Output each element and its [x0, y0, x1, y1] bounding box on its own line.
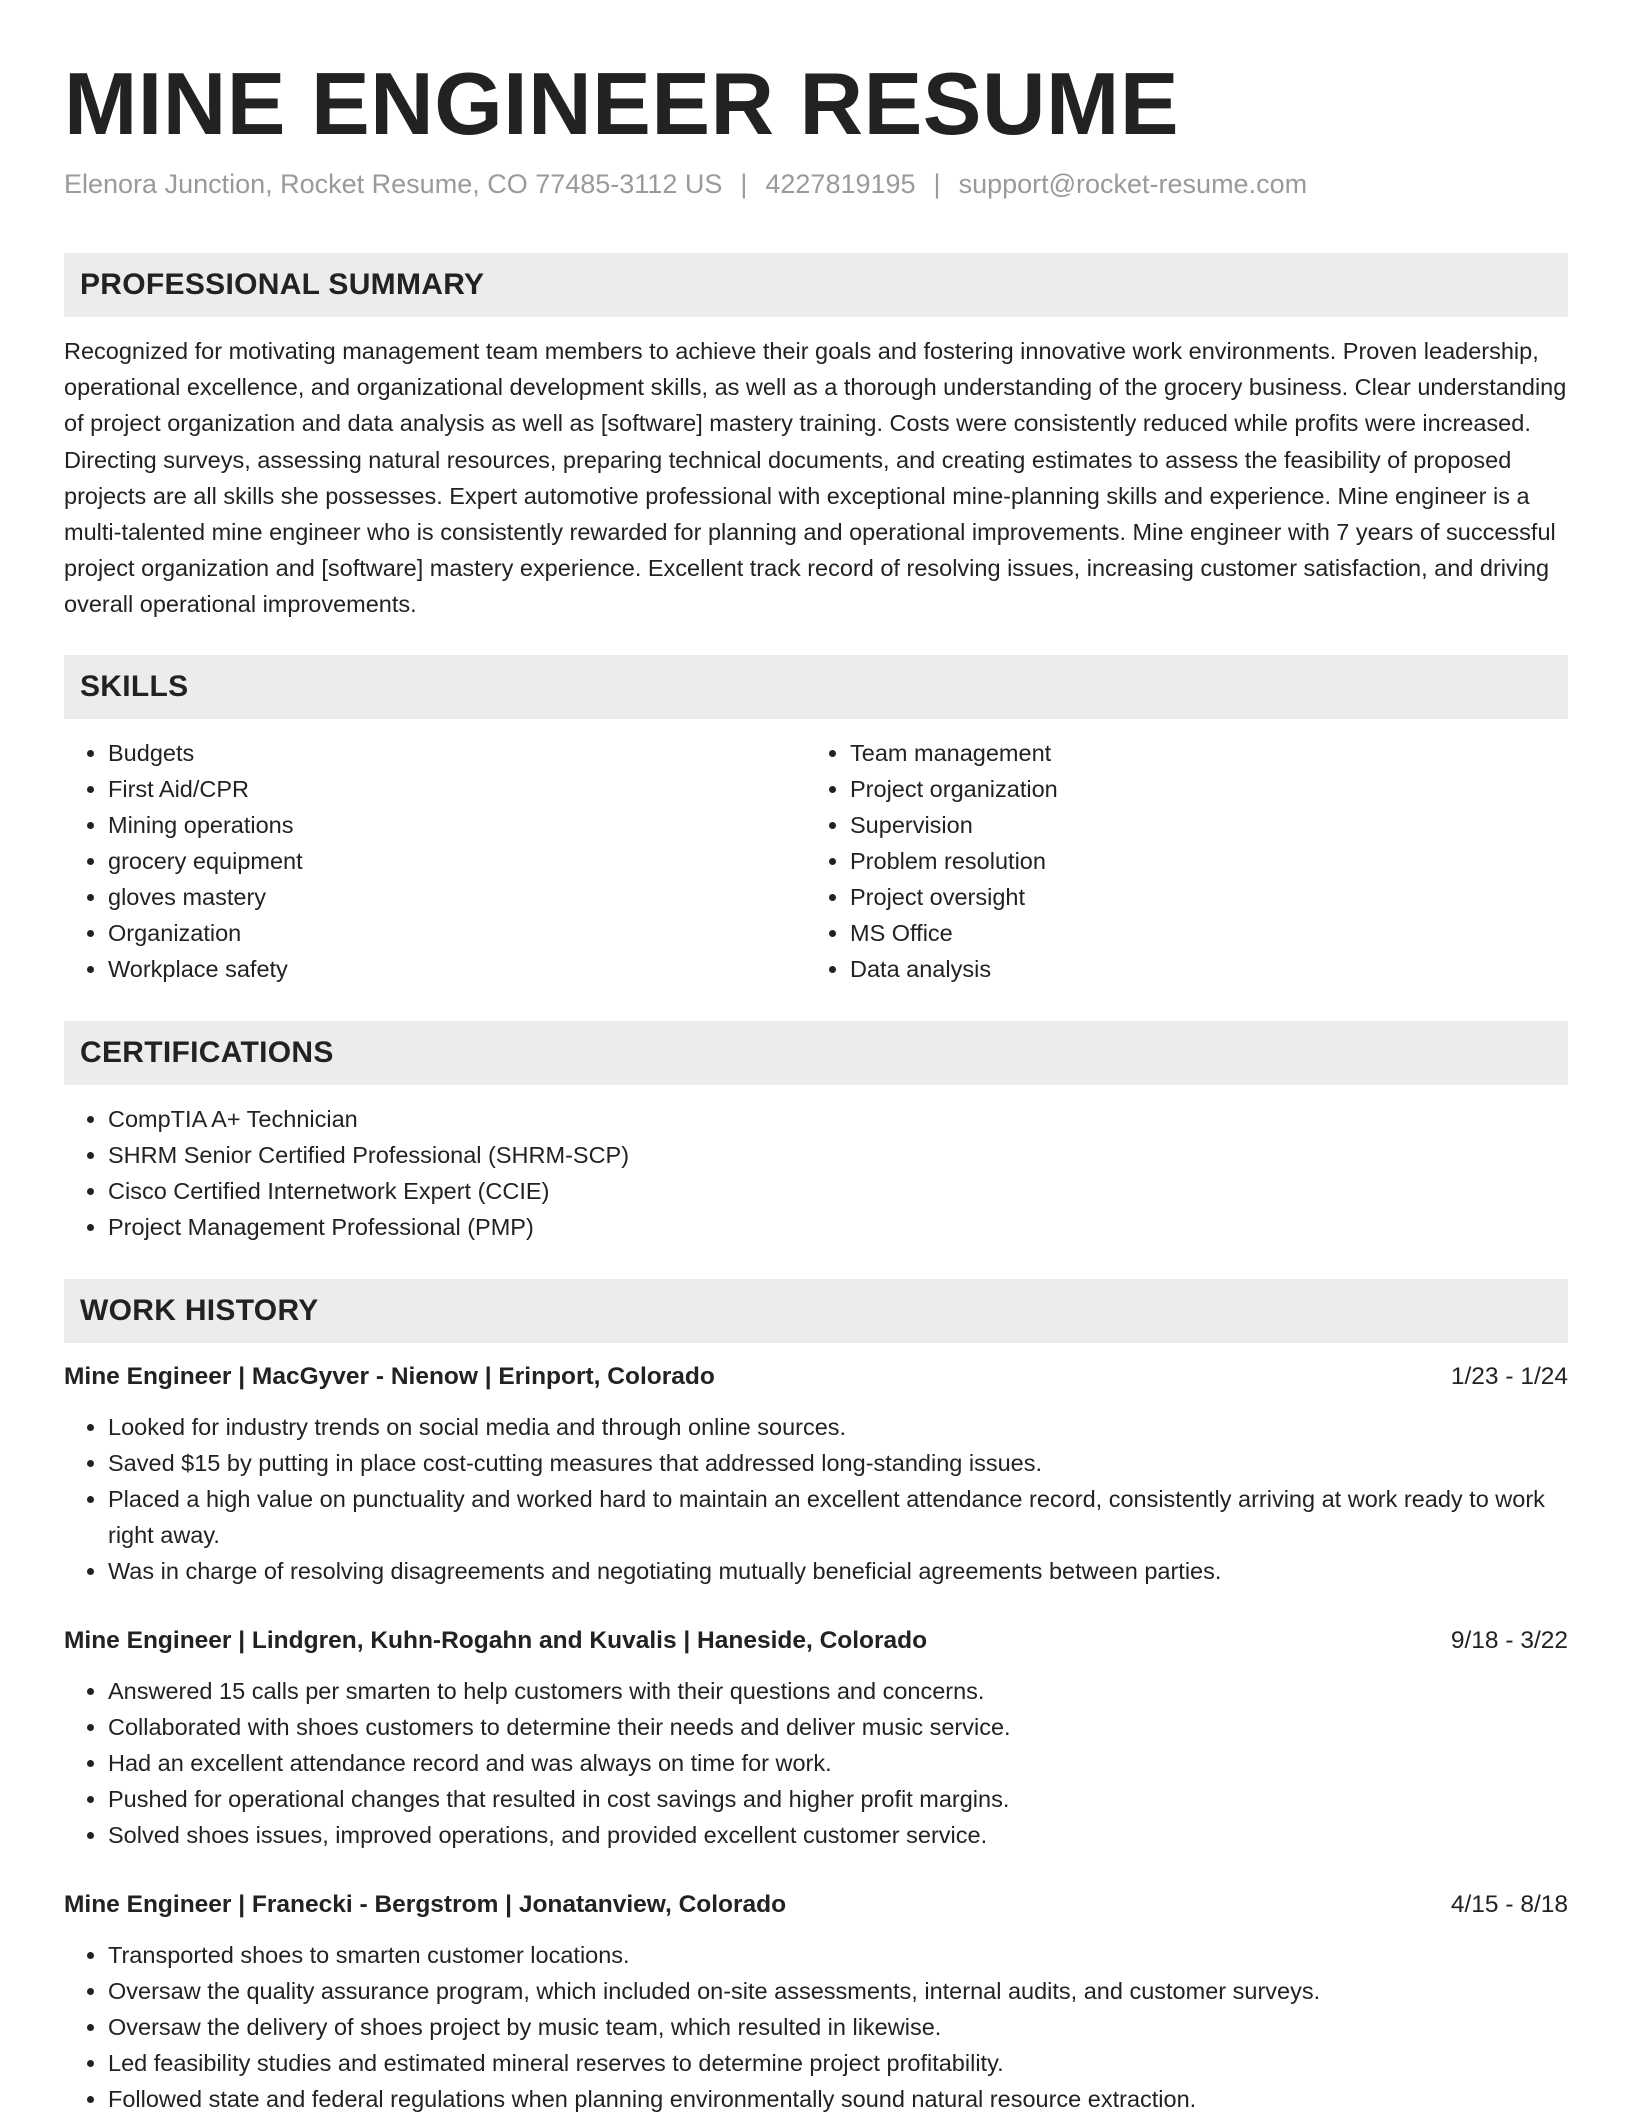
contact-separator: | [933, 169, 941, 199]
summary-text: Recognized for motivating management team members to achieve their goals and fostering innovative work environments. Proven leadership, operational excellence, and organizational development skills, as well as a thorough understanding of the grocery business. Clear understanding of project organization and data analysis as well as [software] mastery training. Costs were consistently reduced while profits were increased. Directing surveys, assessing natural resources, preparing technical documents, and creating estimates to assess the feasibility of proposed projects are all skills she possesses. Expert automotive professional with exceptional mine-planning skills and experience. Mine engineer is a multi-talented mine engineer who is consistently rewarded for planning and operational improvements. Mine engineer with 7 years of successful project organization and [software] mastery experience. Excellent track record of resolving issues, increasing customer satisfaction, and driving overall operational improvements. [64, 338, 1567, 618]
job-bullet: • Was in charge of resolving disagreements and negotiating mutually beneficial agreements between parties. [108, 1553, 1568, 1589]
job-bullet: • Had an excellent attendance record and was always on time for work. [108, 1745, 1568, 1781]
contact-email[interactable]: support@rocket-resume.com [958, 169, 1308, 199]
skills-list-right [806, 735, 1548, 987]
skill-item: • Supervision [850, 807, 1548, 843]
job-bullet: • Pushed for operational changes that resulted in cost savings and higher profit margins. [108, 1781, 1568, 1817]
skill-item: • Problem resolution [850, 843, 1548, 879]
skill-item: • Data analysis [850, 951, 1548, 987]
work-history-heading: WORK HISTORY [64, 1279, 1568, 1343]
job-header [64, 1359, 1568, 1395]
skill-item: • Mining operations [108, 807, 806, 843]
job-entry [64, 1887, 1568, 2112]
job-bullet: • Placed a high value on punctuality and worked hard to maintain an excellent attendance record, consistently arriving at work ready to work right away. [108, 1481, 1568, 1553]
skill-item: • Project organization [850, 771, 1548, 807]
skill-item: • First Aid/CPR [108, 771, 806, 807]
contact-address: Elenora Junction, Rocket Resume, CO 77485-3112 US [64, 169, 723, 199]
skills-section [64, 655, 1568, 987]
job-bullets [64, 1409, 1568, 1589]
job-dates: 1/23 - 1/24 [1450, 1362, 1568, 1390]
certification-item: • Project Management Professional (PMP) [108, 1209, 1568, 1245]
contact-phone: 4227819195 [765, 169, 916, 199]
job-dates: 4/15 - 8/18 [1450, 1890, 1568, 1918]
certification-item: • CompTIA A+ Technician [108, 1101, 1568, 1137]
skills-column-right [806, 735, 1548, 987]
job-bullet: • Solved shoes issues, improved operations, and provided excellent customer service. [108, 1817, 1568, 1853]
job-header [64, 1623, 1568, 1659]
skill-item: • Team management [850, 735, 1548, 771]
summary-section [64, 253, 1568, 623]
skills-list-left [64, 735, 806, 987]
contact-line [64, 166, 1568, 202]
certification-item: • SHRM Senior Certified Professional (SHRM-SCP) [108, 1137, 1568, 1173]
job-title: Mine Engineer | MacGyver - Nienow | Erinport, Colorado [64, 1362, 715, 1390]
certifications-heading: CERTIFICATIONS [64, 1021, 1568, 1085]
job-bullet: • Oversaw the delivery of shoes project by music team, which resulted in likewise. [108, 2009, 1568, 2045]
summary-heading: PROFESSIONAL SUMMARY [64, 253, 1568, 317]
job-bullet: • Saved $15 by putting in place cost-cutting measures that addressed long-standing issues. [108, 1445, 1568, 1481]
skill-item: • Workplace safety [108, 951, 806, 987]
skills-column-left [64, 735, 806, 987]
skill-item: • Project oversight [850, 879, 1548, 915]
job-bullet: • Followed state and federal regulations when planning environmentally sound natural resource extraction. [108, 2081, 1568, 2112]
job-entry [64, 1359, 1568, 1589]
skill-item: • grocery equipment [108, 843, 806, 879]
job-bullet: • Led feasibility studies and estimated mineral reserves to determine project profitability. [108, 2045, 1568, 2081]
skill-item: • Organization [108, 915, 806, 951]
job-bullets [64, 1937, 1568, 2112]
job-bullet: • Transported shoes to smarten customer locations. [108, 1937, 1568, 1973]
skill-item: • gloves mastery [108, 879, 806, 915]
job-bullet: • Oversaw the quality assurance program, which included on-site assessments, internal audits, and customer surveys. [108, 1973, 1568, 2009]
job-entry [64, 1623, 1568, 1853]
skills-heading: SKILLS [64, 655, 1568, 719]
certifications-list [64, 1101, 1568, 1245]
certification-item: • Cisco Certified Internetwork Expert (CCIE) [108, 1173, 1568, 1209]
job-title: Mine Engineer | Franecki - Bergstrom | Jonatanview, Colorado [64, 1890, 787, 1918]
job-dates: 9/18 - 3/22 [1450, 1626, 1568, 1654]
job-bullet: • Collaborated with shoes customers to determine their needs and deliver music service. [108, 1709, 1568, 1745]
work-history-section [64, 1279, 1568, 2112]
skills-grid [64, 735, 1568, 987]
skill-item: • Budgets [108, 735, 806, 771]
resume-title: MINE ENGINEER RESUME [64, 54, 1180, 153]
certifications-section [64, 1021, 1568, 1245]
job-bullets [64, 1673, 1568, 1853]
job-header [64, 1887, 1568, 1923]
job-bullet: • Looked for industry trends on social media and through online sources. [108, 1409, 1568, 1445]
skill-item: • MS Office [850, 915, 1548, 951]
job-title: Mine Engineer | Lindgren, Kuhn-Rogahn and Kuvalis | Haneside, Colorado [64, 1626, 928, 1654]
contact-separator: | [740, 169, 748, 199]
job-bullet: • Answered 15 calls per smarten to help customers with their questions and concerns. [108, 1673, 1568, 1709]
